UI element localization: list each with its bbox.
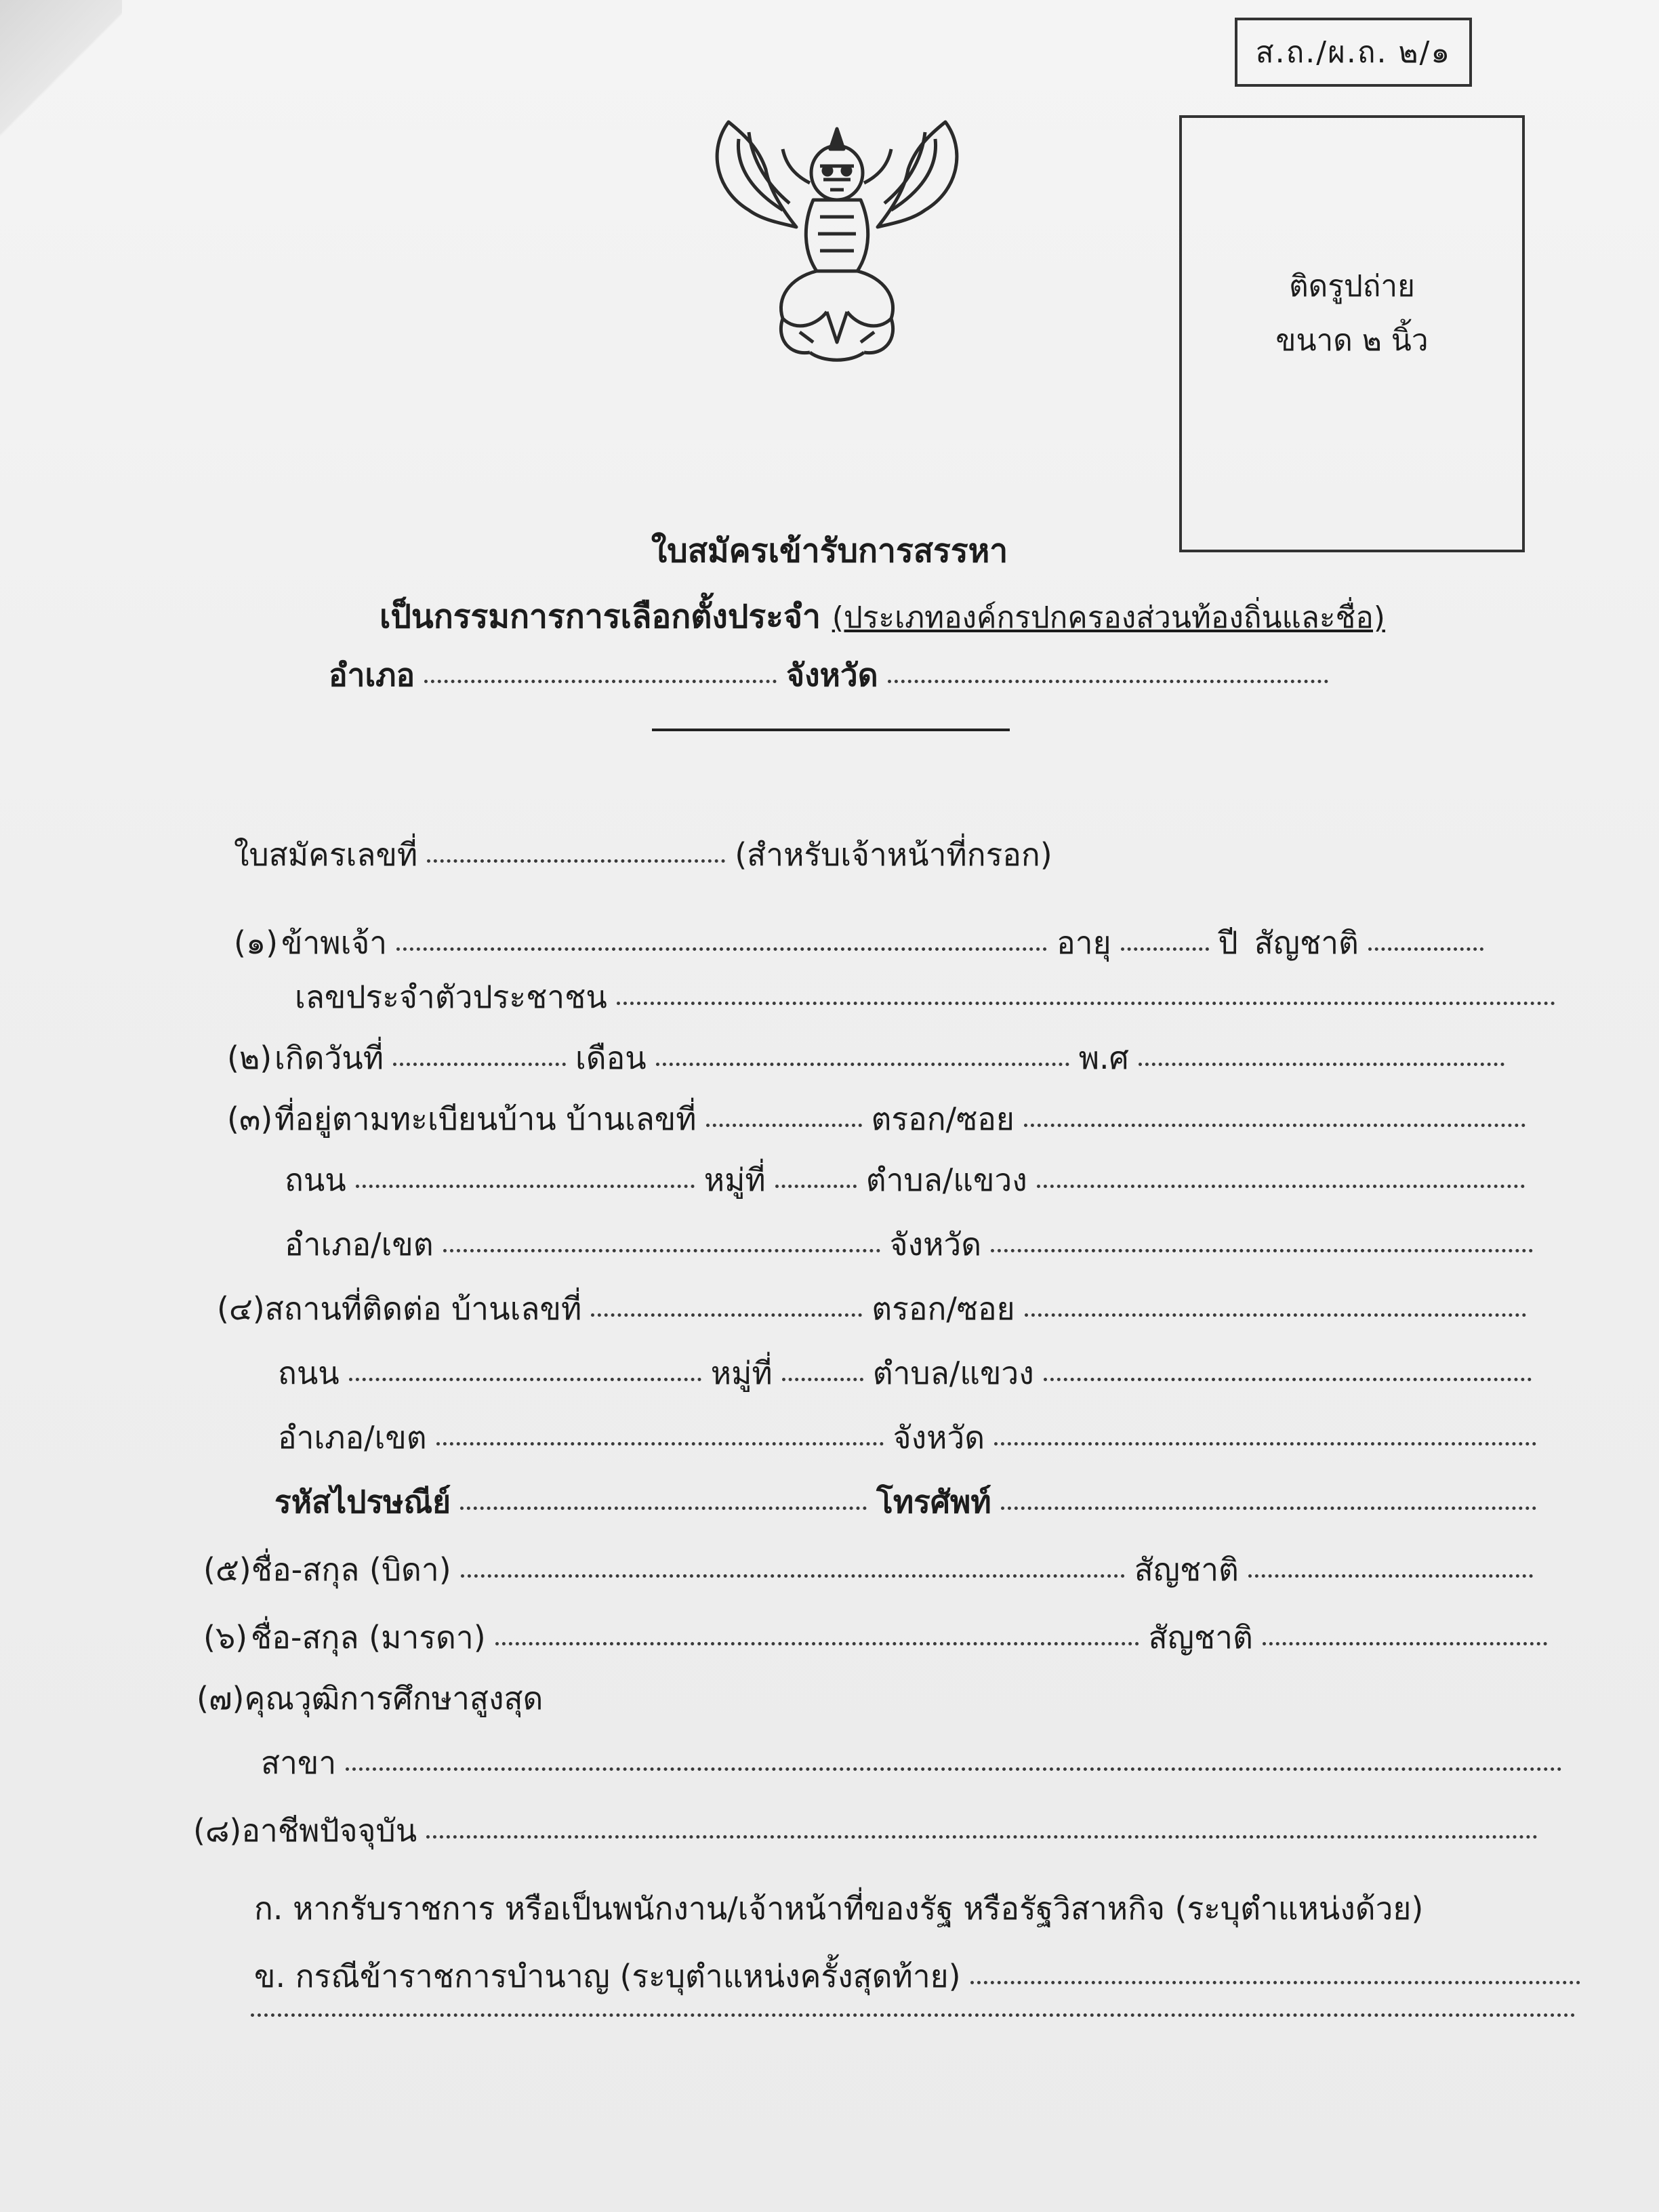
be-label: พ.ศ: [1078, 1040, 1129, 1076]
age-field[interactable]: [1121, 947, 1209, 951]
form-subtitle-main: เป็นกรรมการการเลือกตั้งประจำ: [380, 598, 821, 636]
contact-house-no-field[interactable]: [591, 1313, 862, 1317]
birth-month-field[interactable]: [656, 1063, 1069, 1066]
form-code-box: [1235, 18, 1472, 87]
application-no-line: [234, 830, 1052, 880]
major-label: สาขา: [261, 1744, 337, 1781]
item-6-line: [203, 1613, 1557, 1662]
age-label: อายุ: [1057, 924, 1111, 961]
father-nationality-label: สัญชาติ: [1134, 1551, 1239, 1588]
reg-moo-field[interactable]: [775, 1185, 857, 1188]
reg-district-label: อำเภอ/เขต: [285, 1226, 434, 1263]
birth-year-field[interactable]: [1139, 1063, 1504, 1066]
mother-nationality-label: สัญชาติ: [1148, 1619, 1253, 1656]
reg-alley-label: ตรอก/ซอย: [871, 1101, 1015, 1137]
nationality-label: สัญชาติ: [1254, 924, 1359, 961]
reg-moo-label: หมู่ที่: [703, 1162, 766, 1198]
garuda-emblem-icon: [701, 108, 972, 380]
id-line: [295, 972, 1565, 1022]
father-nationality-field[interactable]: [1248, 1574, 1533, 1578]
reg-district-line: [285, 1220, 1542, 1269]
mother-label: ชื่อ-สกุล (มารดา): [251, 1619, 486, 1656]
father-label: ชื่อ-สกุล (บิดา): [251, 1551, 451, 1588]
retired-extra-field[interactable]: [251, 2013, 1576, 2017]
major-field[interactable]: [346, 1767, 1562, 1771]
header-district-field[interactable]: [424, 680, 777, 683]
father-name-field[interactable]: [461, 1574, 1125, 1578]
contact-road-label: ถนน: [278, 1355, 340, 1391]
reg-province-field[interactable]: [991, 1249, 1533, 1252]
id-field[interactable]: [617, 1002, 1555, 1005]
item-1-line: [234, 918, 1493, 968]
occupation-field[interactable]: [426, 1835, 1538, 1839]
year-label: ปี: [1218, 924, 1238, 961]
retired-position-field[interactable]: [970, 1981, 1580, 1984]
contact-alley-field[interactable]: [1025, 1313, 1526, 1317]
reg-district-field[interactable]: [443, 1249, 880, 1252]
item-3-line: [227, 1094, 1535, 1144]
item-2-number: (๒): [227, 1040, 272, 1076]
photo-box-line2: ขนาด ๒ นิ้ว: [1275, 323, 1429, 358]
header-province-label: จังหวัด: [786, 657, 878, 693]
nationality-field[interactable]: [1368, 947, 1483, 951]
reg-house-no-field[interactable]: [706, 1124, 862, 1127]
contact-district-line: [278, 1413, 1546, 1462]
id-label: เลขประจำตัวประชาชน: [295, 979, 607, 1015]
item-5-number: (๕): [203, 1551, 251, 1588]
month-label: เดือน: [575, 1040, 647, 1076]
contact-label: สถานที่ติดต่อ บ้านเลขที่: [264, 1290, 582, 1327]
reg-road-field[interactable]: [356, 1185, 695, 1188]
applicant-label: ข้าพเจ้า: [281, 924, 388, 961]
reg-alley-field[interactable]: [1024, 1124, 1525, 1127]
form-title: ใบสมัครเข้ารับการสรรหา: [651, 532, 1008, 570]
form-code: ส.ถ./ผ.ถ. ๒/๑: [1255, 35, 1452, 70]
item-5-line: [203, 1545, 1542, 1595]
item-4-line: [217, 1284, 1536, 1334]
header-province-field[interactable]: [888, 680, 1328, 683]
header-district-label: อำเภอ: [329, 657, 415, 693]
item-3-number: (๓): [227, 1101, 273, 1137]
application-no-label: ใบสมัครเลขที่: [234, 836, 418, 873]
item-8-line: [193, 1806, 1547, 1856]
postcode-field[interactable]: [460, 1507, 867, 1510]
item-4-number: (๔): [217, 1290, 265, 1327]
phone-field[interactable]: [1001, 1507, 1536, 1510]
contact-subdistrict-field[interactable]: [1044, 1378, 1532, 1381]
civil-servant-note-line: [254, 1884, 1423, 1933]
application-no-field[interactable]: [427, 859, 725, 863]
retired-note: ข. กรณีข้าราชการบำนาญ (ระบุตำแหน่งครั้งสุดท้าย): [254, 1958, 961, 1994]
application-no-note: (สำหรับเจ้าหน้าที่กรอก): [735, 836, 1052, 873]
postcode-label: รหัสไปรษณีย์: [274, 1483, 451, 1520]
contact-province-label: จังหวัด: [893, 1419, 985, 1456]
photo-box: [1179, 115, 1525, 552]
paper-fold: [0, 0, 122, 176]
reg-road-label: ถนน: [285, 1162, 346, 1198]
education-label: คุณวุฒิการศึกษาสูงสุด: [244, 1680, 544, 1717]
reg-province-label: จังหวัด: [889, 1226, 982, 1263]
applicant-name-field[interactable]: [396, 947, 1047, 951]
photo-box-line1: ติดรูปถ่าย: [1289, 268, 1415, 304]
item-7-number: (๗): [197, 1680, 245, 1717]
occupation-label: อาชีพปัจจุบัน: [241, 1812, 417, 1849]
form-subtitle-paren: (ประเภทองค์กรปกครองส่วนท้องถิ่นและชื่อ): [832, 600, 1385, 635]
item-8-number: (๘): [193, 1812, 242, 1849]
major-line: [261, 1738, 1572, 1788]
contact-moo-label: หมู่ที่: [710, 1355, 773, 1391]
item-7-line: [197, 1674, 543, 1723]
contact-alley-label: ตรอก/ซอย: [872, 1290, 1015, 1327]
contact-road-line: [278, 1349, 1541, 1398]
mother-nationality-field[interactable]: [1263, 1642, 1547, 1645]
contact-moo-field[interactable]: [782, 1378, 863, 1381]
item-1-number: (๑): [234, 924, 279, 961]
birth-day-field[interactable]: [393, 1063, 566, 1066]
mother-name-field[interactable]: [495, 1642, 1139, 1645]
contact-subdistrict-label: ตำบล/แขวง: [872, 1355, 1034, 1391]
reg-subdistrict-field[interactable]: [1037, 1185, 1525, 1188]
reg-road-line: [285, 1155, 1534, 1205]
civil-servant-note: ก. หากรับราชการ หรือเป็นพนักงาน/เจ้าหน้าที่ของรัฐ หรือรัฐวิสาหกิจ (ระบุตำแหน่งด้วย): [254, 1890, 1424, 1927]
reg-subdistrict-label: ตำบล/แขวง: [865, 1162, 1027, 1198]
phone-label: โทรศัพท์: [876, 1483, 991, 1520]
retired-extra-line: [251, 2016, 1585, 2020]
item-2-line: [227, 1033, 1514, 1083]
birthdate-label: เกิดวันที่: [274, 1040, 384, 1076]
contact-district-label: อำเภอ/เขต: [278, 1419, 427, 1456]
reg-address-label: ที่อยู่ตามทะเบียนบ้าน บ้านเลขที่: [274, 1101, 697, 1137]
contact-road-field[interactable]: [349, 1378, 701, 1381]
header-divider: [652, 729, 1010, 731]
header-location-line: [329, 651, 1338, 700]
retired-note-line: [254, 1952, 1590, 2001]
contact-district-field[interactable]: [436, 1442, 884, 1446]
contact-postcode-line: [274, 1477, 1546, 1527]
contact-province-field[interactable]: [994, 1442, 1536, 1446]
item-6-number: (๖): [203, 1619, 248, 1656]
form-subtitle: [380, 591, 1385, 642]
